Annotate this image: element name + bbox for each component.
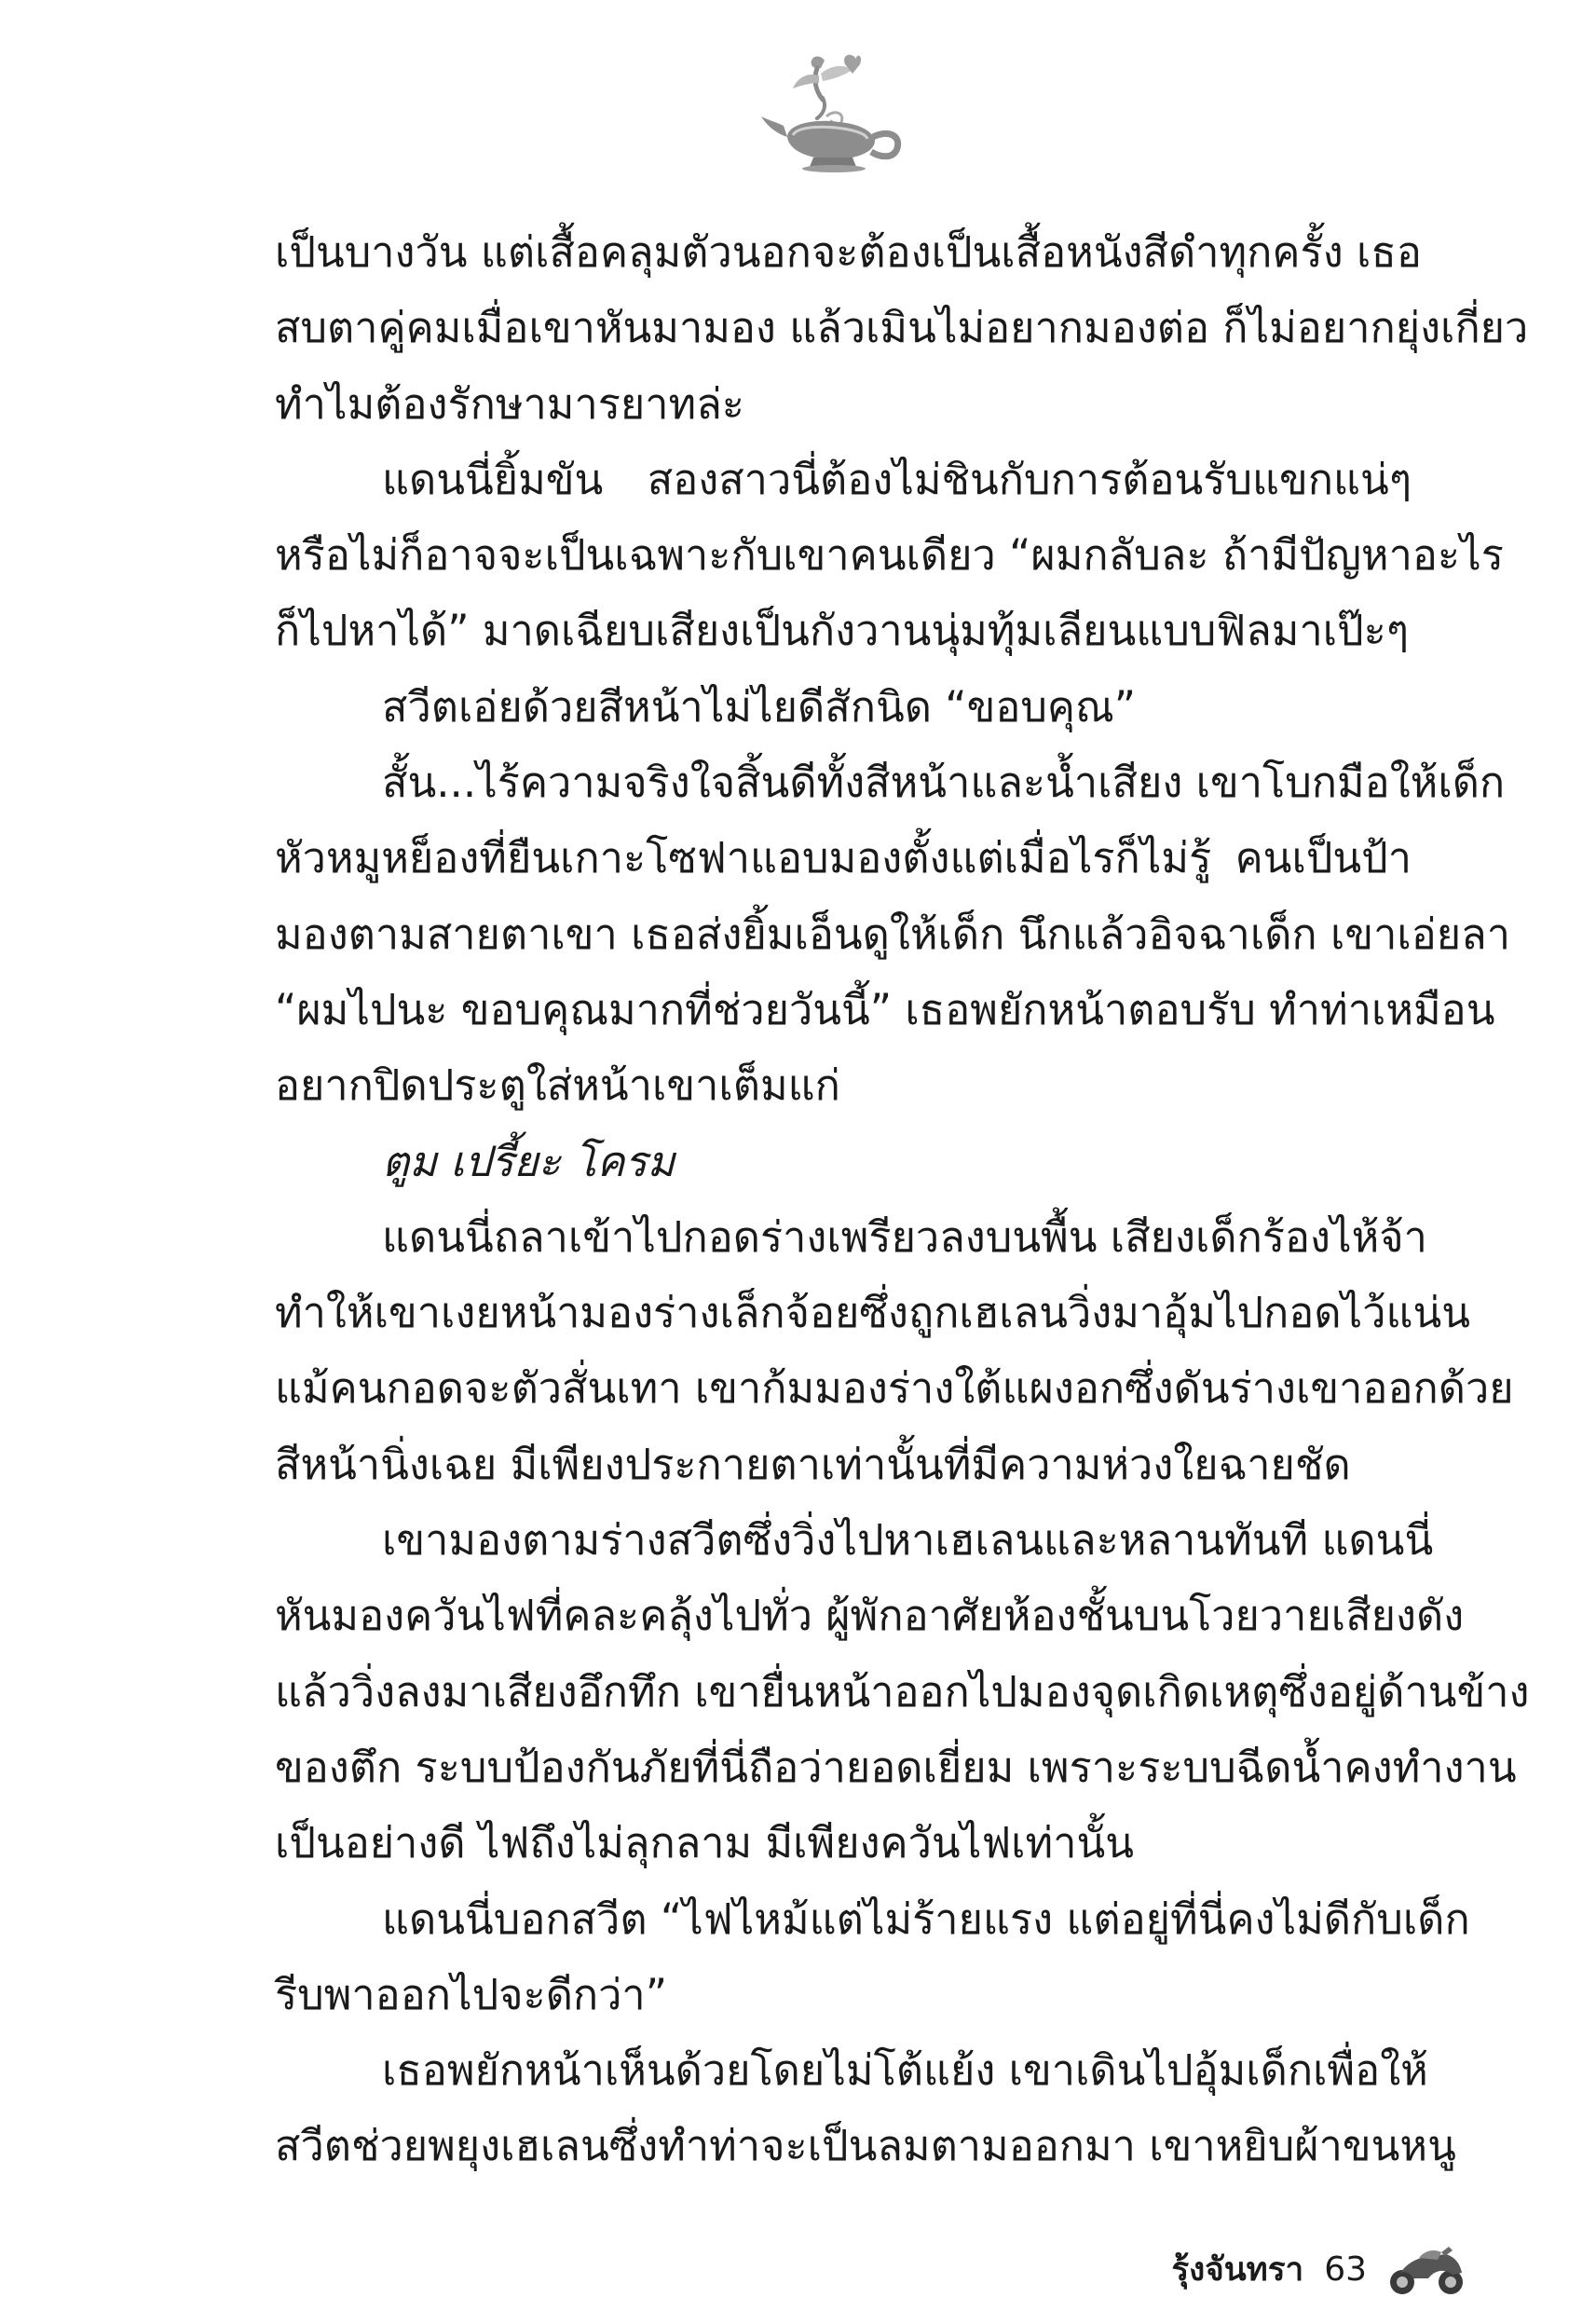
genie-lamp-with-fairy-icon	[759, 51, 908, 172]
page-number: 63	[1324, 2249, 1367, 2289]
text-line-25: เธอพยักหน้าเห็นด้วยโดยไม่โต้แย้ง เขาเดินไปอุ้มเด็กเพื่อให้	[382, 2045, 1428, 2096]
text-line-19: หันมองควันไฟที่คละคลุ้งไปทั่ว ผู้พักอาศัยห้องชั้นบนโวยวายเสียงดัง	[275, 1591, 1465, 1641]
text-line-16: แม้คนกอดจะตัวสั่นเทา เขาก้มมองร่างใต้แผงอกซึ่งดันร่างเขาออกด้วย	[275, 1363, 1514, 1414]
text-line-22: เป็นอย่างดี ไฟถึงไม่ลุกลาม มีเพียงควันไฟเท่านั้น	[275, 1818, 1135, 1868]
motorcycle-icon	[1387, 2241, 1466, 2297]
book-title: รุ้งจันทรา	[1171, 2250, 1304, 2289]
story-text	[275, 214, 1530, 2184]
text-line-6: ก็ไปหาได้” มาดเฉียบเสียงเป็นกังวานนุ่มทุ้มเลียนแบบฟิลมาเป๊ะๆ	[275, 606, 1409, 656]
text-line-15: ทำให้เขาเงยหน้ามองร่างเล็กจ้อยซึ่งถูกเฮเลนวิ่งมาอุ้มไปกอดไว้แน่น	[275, 1288, 1470, 1338]
page-footer	[1171, 2232, 1466, 2306]
text-line-9: หัวหมูหย็องที่ยืนเกาะโซฟาแอบมองตั้งแต่เมื่อไรก็ไม่รู้ คนเป็นป้า	[275, 833, 1412, 883]
text-line-20: แล้ววิ่งลงมาเสียงอึกทึก เขายื่นหน้าออกไปมองจุดเกิดเหตุซึ่งอยู่ด้านข้าง	[275, 1666, 1530, 1716]
text-line-26: สวีตช่วยพยุงเฮเลนซึ่งทำท่าจะเป็นลมตามออกมา เขาหยิบผ้าขนหนู	[275, 2121, 1456, 2171]
text-line-10: มองตามสายตาเขา เธอส่งยิ้มเอ็นดูให้เด็ก นึกแล้วอิจฉาเด็ก เขาเอ่ยลา	[275, 909, 1511, 959]
text-line-12: อยากปิดประตูใส่หน้าเขาเต็มแก่	[275, 1060, 840, 1111]
text-line-23: แดนนี่บอกสวีต “ไฟไหม้แต่ไม่ร้ายแรง แต่อยู่ที่นี่คงไม่ดีกับเด็ก	[382, 1894, 1470, 1944]
text-line-17: สีหน้านิ่งเฉย มีเพียงประกายตาเท่านั้นที่มีความห่วงใยฉายชัด	[275, 1439, 1351, 1489]
text-line-13: ตูม เปรี้ยะ โครม	[382, 1136, 675, 1186]
text-line-3: ทำไมต้องรักษามารยาทล่ะ	[275, 378, 744, 429]
text-line-5: หรือไม่ก็อาจจะเป็นเฉพาะกับเขาคนเดียว “ผมกลับละ ถ้ามีปัญหาอะไร	[275, 530, 1504, 581]
text-line-1: เป็นบางวัน แต่เสื้อคลุมตัวนอกจะต้องเป็นเสื้อหนังสีดำทุกครั้ง เธอ	[275, 227, 1422, 277]
text-line-8: สั้น...ไร้ความจริงใจสิ้นดีทั้งสีหน้าและน้ำเสียง เขาโบกมือให้เด็ก	[382, 758, 1506, 808]
text-line-21: ของตึก ระบบป้องกันภัยที่นี่ถือว่ายอดเยี่ยม เพราะระบบฉีดน้ำคงทำงาน	[275, 1742, 1517, 1792]
text-line-11: “ผมไปนะ ขอบคุณมากที่ช่วยวันนี้” เธอพยักหน้าตอบรับ ทำท่าเหมือน	[275, 984, 1495, 1034]
text-line-4: แดนนี่ยิ้มขัน สองสาวนี่ต้องไม่ชินกับการต้อนรับแขกแน่ๆ	[382, 454, 1412, 504]
text-line-2: สบตาคู่คมเมื่อเขาหันมามอง แล้วเมินไม่อยากมองต่อ ก็ไม่อยากยุ่งเกี่ยว	[275, 303, 1529, 353]
text-line-14: แดนนี่ถลาเข้าไปกอดร่างเพรียวลงบนพื้น เสียงเด็กร้องไห้จ้า	[382, 1211, 1427, 1262]
text-line-18: เขามองตามร่างสวีตซึ่งวิ่งไปหาเฮเลนและหลานทันที แดนนี่	[382, 1515, 1434, 1566]
text-line-7: สวีตเอ่ยด้วยสีหน้าไม่ไยดีสักนิด “ขอบคุณ”	[382, 681, 1137, 732]
text-line-24: รีบพาออกไปจะดีกว่า”	[275, 1969, 668, 2019]
